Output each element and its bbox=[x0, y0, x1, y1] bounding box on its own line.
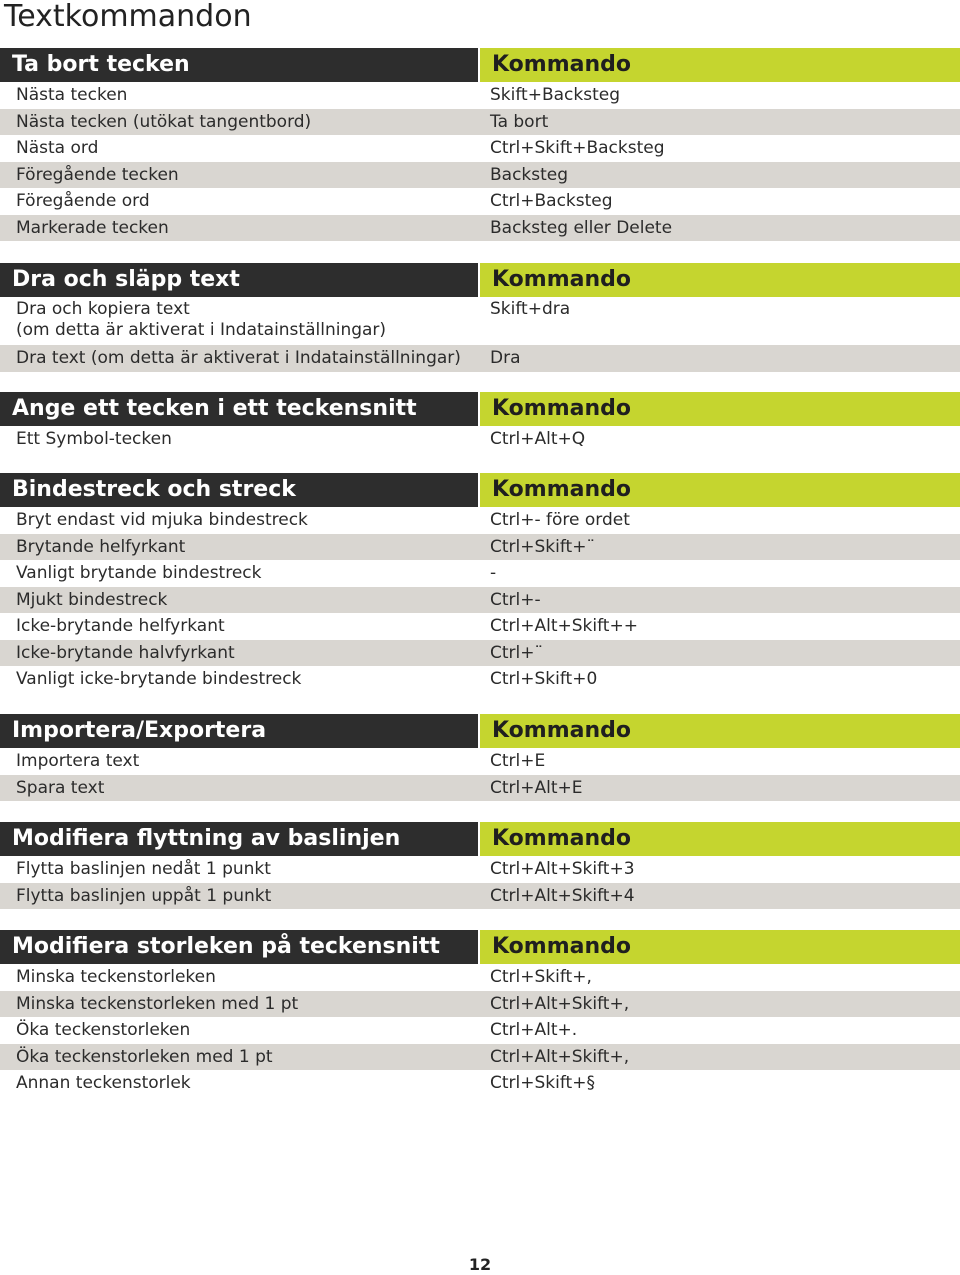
action-cell: Bryt endast vid mjuka bindestreck bbox=[16, 510, 308, 530]
table-row bbox=[0, 613, 960, 640]
action-cell: Nästa tecken bbox=[16, 85, 128, 105]
table-row bbox=[0, 964, 960, 991]
table-row bbox=[0, 748, 960, 775]
section-header bbox=[0, 48, 960, 82]
section-header bbox=[0, 392, 960, 426]
table-row bbox=[0, 666, 960, 693]
section-title: Bindestreck och streck bbox=[0, 473, 478, 507]
action-cell: Spara text bbox=[16, 777, 105, 798]
table-row bbox=[0, 640, 960, 667]
table-row bbox=[0, 109, 960, 136]
command-cell: Ctrl+Alt+Skift+, bbox=[490, 993, 630, 1014]
table-row bbox=[0, 775, 960, 802]
command-cell: Ctrl+Backsteg bbox=[490, 191, 613, 211]
section-ange-tecken bbox=[0, 392, 960, 453]
section-ta-bort-tecken bbox=[0, 48, 960, 241]
table-row bbox=[0, 135, 960, 162]
section-title: Importera/Exportera bbox=[0, 714, 478, 748]
table-row bbox=[0, 883, 960, 910]
command-cell: Dra bbox=[490, 348, 521, 368]
action-line-2: (om detta är aktiverat i Indatainställningar) bbox=[16, 320, 387, 340]
table-row bbox=[0, 587, 960, 614]
command-cell: Ctrl+Skift+Backsteg bbox=[490, 138, 665, 158]
page-title: Textkommandon bbox=[4, 0, 252, 34]
section-baslinjen bbox=[0, 822, 960, 909]
action-cell: Öka teckenstorleken bbox=[16, 1020, 191, 1040]
section-bindestreck bbox=[0, 473, 960, 693]
command-header: Kommando bbox=[480, 714, 960, 748]
action-cell: Mjukt bindestreck bbox=[16, 589, 168, 610]
section-header bbox=[0, 263, 960, 297]
command-cell: Backsteg eller Delete bbox=[490, 217, 673, 238]
command-cell: Ctrl+Skift+0 bbox=[490, 669, 598, 689]
section-title: Modifiera storleken på teckensnitt bbox=[0, 930, 478, 964]
table-row bbox=[0, 1070, 960, 1097]
section-header bbox=[0, 473, 960, 507]
action-cell: Dra text (om detta är aktiverat i Indatainställningar) bbox=[16, 348, 461, 368]
action-cell: Ett Symbol-tecken bbox=[16, 429, 172, 449]
table-row bbox=[0, 162, 960, 189]
action-line: Dra och kopiera text bbox=[16, 299, 190, 319]
command-cell: Ctrl+Alt+Skift+4 bbox=[490, 885, 635, 906]
action-cell: Markerade tecken bbox=[16, 217, 169, 238]
command-cell: Skift+Backsteg bbox=[490, 85, 620, 105]
action-cell: Föregående ord bbox=[16, 191, 150, 211]
action-cell: Nästa ord bbox=[16, 138, 99, 158]
action-cell: Flytta baslinjen nedåt 1 punkt bbox=[16, 859, 271, 879]
table-row bbox=[0, 856, 960, 883]
command-cell: Ctrl+Alt+Skift++ bbox=[490, 616, 638, 636]
command-cell: Ctrl+E bbox=[490, 751, 546, 771]
section-header bbox=[0, 822, 960, 856]
command-header: Kommando bbox=[480, 392, 960, 426]
action-cell: Flytta baslinjen uppåt 1 punkt bbox=[16, 885, 272, 906]
table-row bbox=[0, 188, 960, 215]
section-title: Ange ett tecken i ett teckensnitt bbox=[0, 392, 478, 426]
page-number: 12 bbox=[468, 1255, 492, 1274]
command-cell: Ctrl+Skift+¨ bbox=[490, 536, 595, 557]
command-cell: Ctrl+- före ordet bbox=[490, 510, 630, 530]
section-teckenstorlek bbox=[0, 930, 960, 1097]
action-cell: Brytande helfyrkant bbox=[16, 536, 186, 557]
action-cell: Föregående tecken bbox=[16, 164, 179, 185]
command-cell: Ctrl+Alt+E bbox=[490, 777, 583, 798]
table-row bbox=[0, 297, 960, 345]
action-cell: Annan teckenstorlek bbox=[16, 1073, 191, 1093]
command-cell: Ctrl+Skift+§ bbox=[490, 1073, 595, 1093]
command-cell: Ta bort bbox=[490, 111, 549, 132]
section-title: Dra och släpp text bbox=[0, 263, 478, 297]
command-header: Kommando bbox=[480, 48, 960, 82]
command-cell: Ctrl+- bbox=[490, 589, 541, 610]
table-row bbox=[0, 426, 960, 453]
command-cell: Skift+dra bbox=[490, 299, 571, 319]
table-row bbox=[0, 215, 960, 242]
action-cell: Icke-brytande helfyrkant bbox=[16, 616, 225, 636]
table-row bbox=[0, 1017, 960, 1044]
section-importera-exportera bbox=[0, 714, 960, 801]
table-row bbox=[0, 1044, 960, 1071]
section-title: Ta bort tecken bbox=[0, 48, 478, 82]
table-row bbox=[0, 507, 960, 534]
command-header: Kommando bbox=[480, 930, 960, 964]
action-cell: Vanligt brytande bindestreck bbox=[16, 563, 262, 583]
action-cell: Vanligt icke-brytande bindestreck bbox=[16, 669, 302, 689]
action-cell: Minska teckenstorleken bbox=[16, 967, 216, 987]
table-row bbox=[0, 534, 960, 561]
command-cell: Ctrl+Alt+. bbox=[490, 1020, 578, 1040]
action-cell: Öka teckenstorleken med 1 pt bbox=[16, 1046, 273, 1067]
section-dra-och-slapp bbox=[0, 263, 960, 372]
section-header bbox=[0, 714, 960, 748]
table-row bbox=[0, 345, 960, 372]
section-header bbox=[0, 930, 960, 964]
command-header: Kommando bbox=[480, 473, 960, 507]
action-cell: Nästa tecken (utökat tangentbord) bbox=[16, 111, 312, 132]
action-cell: Icke-brytande halvfyrkant bbox=[16, 642, 235, 663]
command-cell: Backsteg bbox=[490, 164, 569, 185]
command-cell: Ctrl+Skift+, bbox=[490, 967, 592, 987]
command-cell: Ctrl+Alt+Q bbox=[490, 429, 586, 449]
command-cell: Ctrl+Alt+Skift+, bbox=[490, 1046, 630, 1067]
command-header: Kommando bbox=[480, 263, 960, 297]
command-cell: Ctrl+¨ bbox=[490, 642, 543, 663]
command-cell: Ctrl+Alt+Skift+3 bbox=[490, 859, 635, 879]
section-title: Modifiera flyttning av baslinjen bbox=[0, 822, 478, 856]
command-cell: - bbox=[490, 563, 497, 583]
action-cell bbox=[0, 297, 478, 345]
table-row bbox=[0, 560, 960, 587]
command-header: Kommando bbox=[480, 822, 960, 856]
action-cell: Importera text bbox=[16, 751, 140, 771]
table-row bbox=[0, 82, 960, 109]
action-cell: Minska teckenstorleken med 1 pt bbox=[16, 993, 299, 1014]
table-row bbox=[0, 991, 960, 1018]
